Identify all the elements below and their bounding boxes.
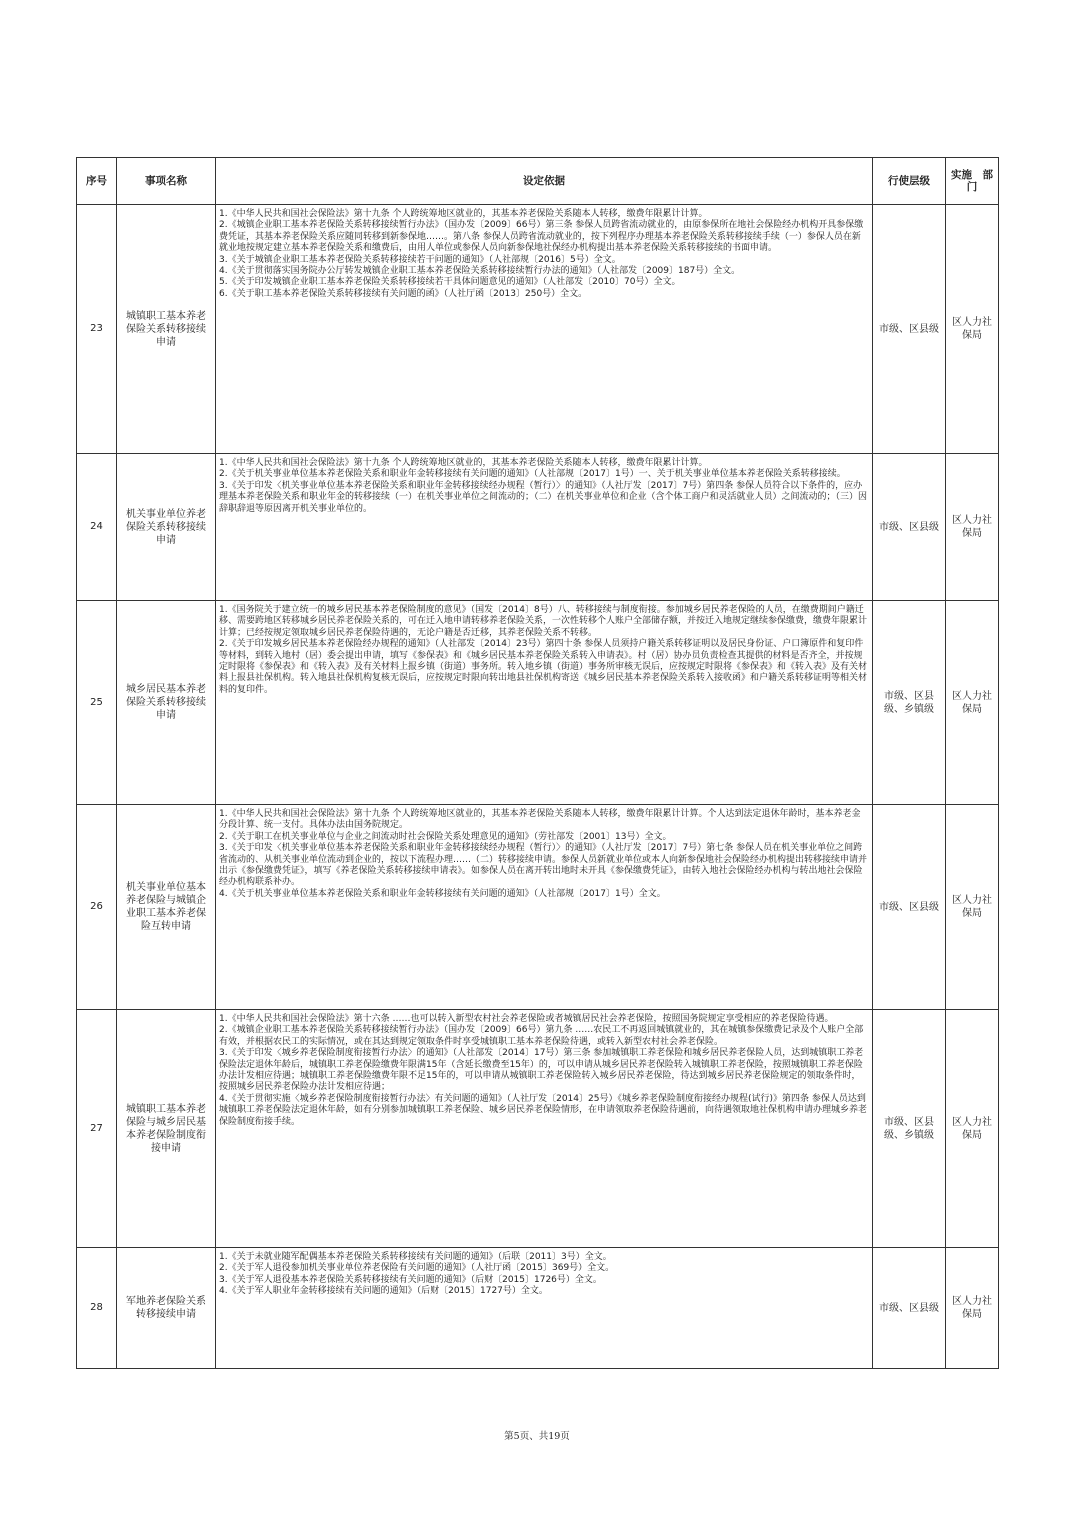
row-basis bbox=[216, 454, 873, 601]
row-seq: 26 bbox=[77, 805, 117, 1010]
row-dept: 区人力社保局 bbox=[946, 805, 999, 1010]
row-level: 市级、区县级、乡镇级 bbox=[873, 601, 946, 805]
basis-item: 1.《中华人民共和国社会保险法》第十九条 个人跨统筹地区就业的，其基本养老保险关系随本人转移，缴费年限累计计算。 bbox=[219, 458, 708, 468]
basis-item: 2.《城镇企业职工基本养老保险关系转移接续暂行办法》（国办发〔2009〕66号）第九条 ……农民工不再返回城镇就业的，其在城镇参保缴费记录及个人账户全部有效，并根据农民工的实际情况，或在其达到规定领取条件时享受城镇职工基本养老保险待遇，或转入新型农村社会养老保险。 bbox=[219, 1025, 864, 1047]
header-basis: 设定依据 bbox=[216, 158, 873, 205]
basis-item: 3.《关于印发〈城乡养老保险制度衔接暂行办法〉的通知》（人社部发〔2014〕17号）第三条 参加城镇职工养老保险和城乡居民养老保险人员，达到城镇职工养老保险法定退休年龄后，城镇职工养老保险缴费年限满15年（含延长缴费至15年）的，可以申请从城乡居民养老保险转入城镇职工养老保险，按照城镇职工养老保险办法计发相应待遇；城镇职工养老保险缴费年限不足15年的，可以申请从城镇职工养老保险转入城乡居民养老保险，待达到城乡居民养老保险规定的领取条件时，按照城乡居民养老保险办法计发相应待遇； bbox=[219, 1048, 864, 1093]
row-level: 市级、区县级 bbox=[873, 1248, 946, 1369]
table-row bbox=[77, 1010, 999, 1248]
row-basis bbox=[216, 1248, 873, 1369]
basis-item: 2.《城镇企业职工基本养老保险关系转移接续暂行办法》（国办发〔2009〕66号）第三条 参保人员跨省流动就业的，由原参保所在地社会保险经办机构开具参保缴费凭证，其基本养老保险关系应随同转移到新参保地……。第八条 参保人员跨省流动就业的，按下列程序办理基本养老保险关系转移接续手续（一）参保人员在新就业地按规定建立基本养老保险关系和缴费后，由用人单位或参保人员向新参保地社保经办机构提出基本养老保险关系转移接续的书面申请。 bbox=[219, 220, 864, 254]
basis-item: 2.《关于机关事业单位基本养老保险关系和职业年金转移接续有关问题的通知》（人社部规〔2017〕1号）一、关于机关事业单位基本养老保险关系转移接续。 bbox=[219, 469, 846, 480]
row-dept: 区人力社保局 bbox=[946, 1248, 999, 1369]
row-name: 机关事业单位基本养老保险与城镇企业职工基本养老保险互转申请 bbox=[117, 805, 216, 1010]
table-row bbox=[77, 601, 999, 805]
table-row bbox=[77, 805, 999, 1010]
basis-item: 2.《关于印发城乡居民基本养老保险经办规程的通知》（人社部发〔2014〕23号）第四十条 参保人员须持户籍关系转移证明以及居民身份证、户口簿原件和复印件等材料，到转入地村（居）委会提出申请，填写《参保表》和《城乡居民基本养老保险关系转入申请表》。村（居）协办员负责检查其提供的材料是否齐全，并按规定时限将《参保表》和《转入表》及有关材料上报乡镇（街道）事务所。转入地乡镇（街道）事务所审核无误后，应按规定时限将《参保表》和《转入表》及有关材料上报县社保机构。转入地县社保机构复核无误后，应按规定时限向转出地县社保机构寄送《城乡居民基本养老保险关系转入接收函》和户籍关系转移证明等相关材料的复印件。 bbox=[219, 639, 868, 695]
basis-item: 4.《关于贯彻实施〈城乡养老保险制度衔接暂行办法〉有关问题的通知》（人社厅发〔2014〕25号）《城乡养老保险制度衔接经办规程(试行)》第四条 参保人员达到城镇职工养老保险法定退休年龄，如有分别参加城镇职工养老保险、城乡居民养老保险情形，在申请领取养老保险待遇前，向待遇领取地社保机构申请办理城乡养老保险制度衔接手续。 bbox=[219, 1093, 868, 1127]
row-seq: 28 bbox=[77, 1248, 117, 1369]
page-footer: 第5页、共19页 bbox=[504, 1431, 570, 1442]
basis-item: 3.《关于印发〈机关事业单位基本养老保险关系和职业年金转移接续经办规程（暂行）〉的通知》（人社厅发〔2017〕7号）第四条 参保人员符合以下条件的，应办理基本养老保险关系和职业年金的转移接续（一）在机关事业单位之间流动的；（二）在机关事业单位和企业（含个体工商户和灵活就业人员）之间流动的；（三）因辞职辞退等原因离开机关事业单位的。 bbox=[219, 480, 868, 514]
basis-item: 2.《关于军人退役参加机关事业单位养老保险有关问题的通知》（人社厅函〔2015〕369号）全文。 bbox=[219, 1263, 615, 1274]
basis-item: 4.《关于机关事业单位基本养老保险关系和职业年金转移接续有关问题的通知》（人社部规〔2017〕1号）全文。 bbox=[219, 888, 666, 899]
row-seq: 25 bbox=[77, 601, 117, 805]
row-name: 城乡居民基本养老保险关系转移接续申请 bbox=[117, 601, 216, 805]
row-basis bbox=[216, 601, 873, 805]
basis-item: 2.《关于职工在机关事业单位与企业之间流动时社会保险关系处理意见的通知》（劳社部发〔2001〕13号）全文。 bbox=[219, 831, 672, 842]
basis-item: 4.《关于贯彻落实国务院办公厅转发城镇企业职工基本养老保险关系转移接续暂行办法的通知》（人社部发〔2009〕187号）全文。 bbox=[219, 266, 741, 277]
header-row bbox=[77, 158, 999, 205]
row-seq: 27 bbox=[77, 1010, 117, 1248]
row-level: 市级、区县级、乡镇级 bbox=[873, 1010, 946, 1248]
basis-item: 1.《中华人民共和国社会保险法》第十九条 个人跨统筹地区就业的，其基本养老保险关系随本人转移，缴费年限累计计算。 bbox=[219, 209, 708, 219]
basis-item: 1.《中华人民共和国社会保险法》第十九条 个人跨统筹地区就业的，其基本养老保险关系随本人转移，缴费年限累计计算。个人达到法定退休年龄时，基本养老金分段计算、统一支付。具体办法由国务院规定。 bbox=[219, 809, 861, 831]
row-name: 军地养老保险关系转移接续申请 bbox=[117, 1248, 216, 1369]
row-dept: 区人力社保局 bbox=[946, 205, 999, 454]
basis-item: 3.《关于城镇企业职工基本养老保险关系转移接续若干问题的通知》（人社部规〔2016〕5号）全文。 bbox=[219, 254, 621, 265]
basis-item: 1.《关于未就业随军配偶基本养老保险关系转移接续有关问题的通知》（后联〔2011〕3号）全文。 bbox=[219, 1252, 612, 1262]
row-dept: 区人力社保局 bbox=[946, 601, 999, 805]
table-header bbox=[77, 158, 999, 205]
services-table bbox=[76, 157, 999, 1369]
row-basis bbox=[216, 1010, 873, 1248]
row-seq: 23 bbox=[77, 205, 117, 454]
basis-item: 3.《关于军人退役基本养老保险关系转移接续有关问题的通知》（后财〔2015〕1726号）全文。 bbox=[219, 1274, 602, 1285]
row-dept: 区人力社保局 bbox=[946, 454, 999, 601]
row-seq: 24 bbox=[77, 454, 117, 601]
row-level: 市级、区县级 bbox=[873, 805, 946, 1010]
table-body bbox=[77, 205, 999, 1369]
row-basis bbox=[216, 205, 873, 454]
row-name: 城镇职工基本养老保险与城乡居民基本养老保险制度衔接申请 bbox=[117, 1010, 216, 1248]
basis-item: 1.《国务院关于建立统一的城乡居民基本养老保险制度的意见》（国发〔2014〕8号）八、转移接续与制度衔接。参加城乡居民养老保险的人员，在缴费期间户籍迁移、需要跨地区转移城乡居民养老保险关系的，可在迁入地申请转移养老保险关系，一次性转移个人账户全部储存额，并按迁入地规定继续参保缴费，缴费年限累计计算；已经按规定领取城乡居民养老保险待遇的，无论户籍是否迁移，其养老保险关系不转移。 bbox=[219, 605, 868, 638]
header-level: 行使层级 bbox=[873, 158, 946, 205]
row-level: 市级、区县级 bbox=[873, 454, 946, 601]
header-dept: 实施 部门 bbox=[946, 158, 999, 205]
basis-item: 5.《关于印发城镇企业职工基本养老保险关系转移接续若干具体问题意见的通知》（人社部发〔2010〕70号）全文。 bbox=[219, 277, 681, 288]
basis-item: 6.《关于职工基本养老保险关系转移接续有关问题的函》（人社厅函〔2013〕250号）全文。 bbox=[219, 288, 588, 299]
header-name: 事项名称 bbox=[117, 158, 216, 205]
row-dept: 区人力社保局 bbox=[946, 1010, 999, 1248]
header-seq: 序号 bbox=[77, 158, 117, 205]
row-level: 市级、区县级 bbox=[873, 205, 946, 454]
table-row bbox=[77, 454, 999, 601]
basis-item: 1.《中华人民共和国社会保险法》第十六条 ……也可以转入新型农村社会养老保险或者城镇居民社会养老保险，按照国务院规定享受相应的养老保险待遇。 bbox=[219, 1014, 834, 1024]
basis-item: 3.《关于印发〈机关事业单位基本养老保险关系和职业年金转移接续经办规程（暂行）〉的通知》（人社厅发〔2017〕7号）第七条 参保人员在机关事业单位之间跨省流动的、从机关事业单位流动到企业的，按以下流程办理……（二）转移接续申请。参保人员新就业单位或本人向新参保地社会保险经办机构提出转移接续申请并出示《参保缴费凭证》，填写《养老保险关系转移接续申请表》。如参保人员在离开转出地时未开具《参保缴费凭证》，由转入地社会保险经办机构与转出地社会保险经办机构联系补办。 bbox=[219, 843, 868, 888]
row-basis bbox=[216, 805, 873, 1010]
table-row bbox=[77, 205, 999, 454]
basis-item: 4.《关于军人职业年金转移接续有关问题的通知》（后财〔2015〕1727号）全文。 bbox=[219, 1286, 548, 1297]
row-name: 城镇职工基本养老保险关系转移接续申请 bbox=[117, 205, 216, 454]
table-row bbox=[77, 1248, 999, 1369]
row-name: 机关事业单位养老保险关系转移接续申请 bbox=[117, 454, 216, 601]
